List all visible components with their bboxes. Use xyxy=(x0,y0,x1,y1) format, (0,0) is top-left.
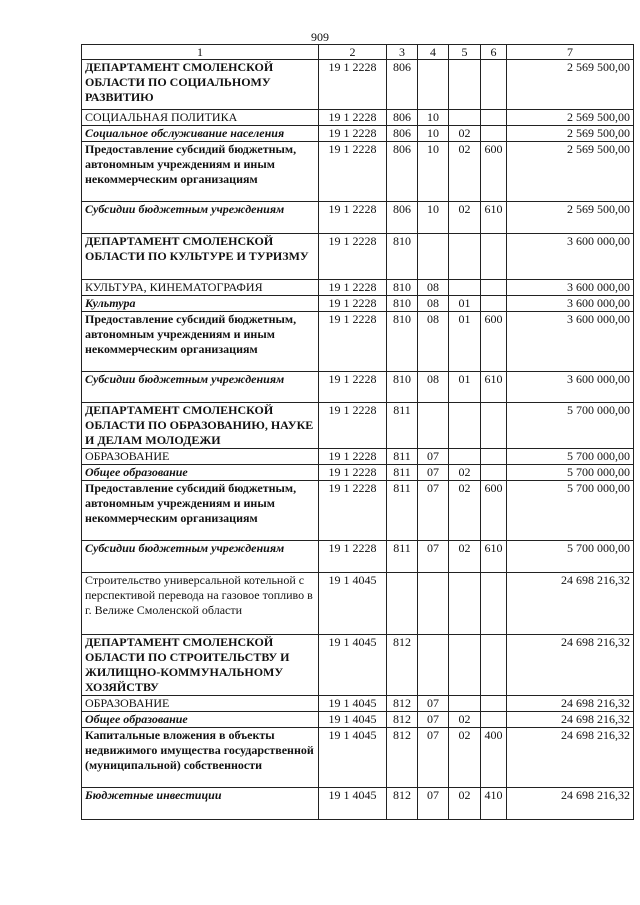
amount-cell: 3 600 000,00 xyxy=(507,372,634,403)
expense-type-cell xyxy=(481,465,507,481)
expense-type-cell xyxy=(481,280,507,296)
table-row xyxy=(82,573,634,635)
table-row xyxy=(82,296,634,312)
expense-type-cell: 400 xyxy=(481,728,507,788)
target-article-cell: 19 1 2228 xyxy=(319,312,387,372)
amount-cell: 3 600 000,00 xyxy=(507,296,634,312)
section-cell xyxy=(418,573,449,635)
expense-type-cell: 600 xyxy=(481,142,507,202)
table-row xyxy=(82,541,634,573)
section-cell: 10 xyxy=(418,142,449,202)
subsection-cell: 02 xyxy=(449,465,481,481)
department-code-cell: 806 xyxy=(387,60,418,110)
row-name-cell: Строительство универсальной котельной с перспективой перевода на газовое топливо в г. Велиже Смоленской области xyxy=(82,573,319,635)
table-row xyxy=(82,312,634,372)
target-article-cell: 19 1 4045 xyxy=(319,696,387,712)
subsection-cell: 02 xyxy=(449,481,481,541)
expense-type-cell: 600 xyxy=(481,312,507,372)
table-row xyxy=(82,449,634,465)
amount-cell: 3 600 000,00 xyxy=(507,312,634,372)
header-row xyxy=(82,45,634,60)
section-cell xyxy=(418,60,449,110)
section-cell: 10 xyxy=(418,110,449,126)
expense-type-cell xyxy=(481,712,507,728)
target-article-cell: 19 1 2228 xyxy=(319,296,387,312)
subsection-cell: 01 xyxy=(449,296,481,312)
expense-type-cell xyxy=(481,296,507,312)
subsection-cell: 02 xyxy=(449,788,481,820)
amount-cell: 24 698 216,32 xyxy=(507,728,634,788)
table-row xyxy=(82,728,634,788)
target-article-cell: 19 1 2228 xyxy=(319,449,387,465)
table-row xyxy=(82,110,634,126)
department-code-cell: 812 xyxy=(387,712,418,728)
section-cell xyxy=(418,635,449,696)
subsection-cell: 01 xyxy=(449,372,481,403)
table-row xyxy=(82,788,634,820)
table-row xyxy=(82,142,634,202)
expense-type-cell: 600 xyxy=(481,481,507,541)
row-name-cell: ДЕПАРТАМЕНТ СМОЛЕНСКОЙ ОБЛАСТИ ПО КУЛЬТУРЕ И ТУРИЗМУ xyxy=(82,234,319,280)
row-name-cell: Общее образование xyxy=(82,465,319,481)
section-cell: 07 xyxy=(418,481,449,541)
column-header: 1 xyxy=(82,45,319,60)
expense-type-cell: 410 xyxy=(481,788,507,820)
column-header: 5 xyxy=(449,45,481,60)
section-cell: 10 xyxy=(418,202,449,234)
target-article-cell: 19 1 2228 xyxy=(319,126,387,142)
amount-cell: 24 698 216,32 xyxy=(507,635,634,696)
table-row xyxy=(82,280,634,296)
department-code-cell: 811 xyxy=(387,541,418,573)
subsection-cell xyxy=(449,449,481,465)
target-article-cell: 19 1 2228 xyxy=(319,202,387,234)
section-cell xyxy=(418,403,449,449)
department-code-cell: 810 xyxy=(387,312,418,372)
department-code-cell: 806 xyxy=(387,142,418,202)
amount-cell: 24 698 216,32 xyxy=(507,712,634,728)
row-name-cell: ДЕПАРТАМЕНТ СМОЛЕНСКОЙ ОБЛАСТИ ПО СТРОИТЕЛЬСТВУ И ЖИЛИЩНО-КОММУНАЛЬНОМУ ХОЗЯЙСТВУ xyxy=(82,635,319,696)
row-name-cell: Социальное обслуживание населения xyxy=(82,126,319,142)
department-code-cell: 812 xyxy=(387,788,418,820)
column-header: 3 xyxy=(387,45,418,60)
amount-cell: 24 698 216,32 xyxy=(507,696,634,712)
row-name-cell: Предоставление субсидий бюджетным, автономным учреждениям и иным некоммерческим организациям xyxy=(82,481,319,541)
subsection-cell: 02 xyxy=(449,202,481,234)
row-name-cell: Культура xyxy=(82,296,319,312)
expense-type-cell xyxy=(481,126,507,142)
target-article-cell: 19 1 4045 xyxy=(319,573,387,635)
amount-cell: 5 700 000,00 xyxy=(507,403,634,449)
department-code-cell xyxy=(387,573,418,635)
department-code-cell: 810 xyxy=(387,296,418,312)
subsection-cell xyxy=(449,280,481,296)
target-article-cell: 19 1 2228 xyxy=(319,465,387,481)
amount-cell: 2 569 500,00 xyxy=(507,142,634,202)
table-row xyxy=(82,234,634,280)
table-row xyxy=(82,372,634,403)
budget-table xyxy=(81,44,634,820)
row-name-cell: ОБРАЗОВАНИЕ xyxy=(82,696,319,712)
table-row xyxy=(82,465,634,481)
row-name-cell: ДЕПАРТАМЕНТ СМОЛЕНСКОЙ ОБЛАСТИ ПО ОБРАЗОВАНИЮ, НАУКЕ И ДЕЛАМ МОЛОДЕЖИ xyxy=(82,403,319,449)
subsection-cell: 02 xyxy=(449,126,481,142)
department-code-cell: 806 xyxy=(387,202,418,234)
section-cell: 08 xyxy=(418,372,449,403)
department-code-cell: 812 xyxy=(387,635,418,696)
target-article-cell: 19 1 2228 xyxy=(319,142,387,202)
department-code-cell: 806 xyxy=(387,110,418,126)
amount-cell: 2 569 500,00 xyxy=(507,126,634,142)
amount-cell: 24 698 216,32 xyxy=(507,573,634,635)
section-cell: 07 xyxy=(418,788,449,820)
page-number: 909 xyxy=(311,30,329,44)
department-code-cell: 810 xyxy=(387,234,418,280)
subsection-cell xyxy=(449,60,481,110)
target-article-cell: 19 1 4045 xyxy=(319,788,387,820)
expense-type-cell: 610 xyxy=(481,372,507,403)
table-row xyxy=(82,60,634,110)
section-cell: 07 xyxy=(418,712,449,728)
subsection-cell: 02 xyxy=(449,712,481,728)
row-name-cell: Субсидии бюджетным учреждениям xyxy=(82,541,319,573)
row-name-cell: СОЦИАЛЬНАЯ ПОЛИТИКА xyxy=(82,110,319,126)
section-cell: 07 xyxy=(418,728,449,788)
subsection-cell xyxy=(449,110,481,126)
department-code-cell: 810 xyxy=(387,372,418,403)
row-name-cell: ОБРАЗОВАНИЕ xyxy=(82,449,319,465)
row-name-cell: Субсидии бюджетным учреждениям xyxy=(82,372,319,403)
subsection-cell xyxy=(449,234,481,280)
target-article-cell: 19 1 2228 xyxy=(319,110,387,126)
subsection-cell xyxy=(449,635,481,696)
target-article-cell: 19 1 2228 xyxy=(319,60,387,110)
target-article-cell: 19 1 4045 xyxy=(319,712,387,728)
department-code-cell: 811 xyxy=(387,403,418,449)
section-cell: 08 xyxy=(418,312,449,372)
row-name-cell: Общее образование xyxy=(82,712,319,728)
department-code-cell: 806 xyxy=(387,126,418,142)
amount-cell: 3 600 000,00 xyxy=(507,234,634,280)
amount-cell: 5 700 000,00 xyxy=(507,541,634,573)
target-article-cell: 19 1 4045 xyxy=(319,728,387,788)
subsection-cell: 02 xyxy=(449,728,481,788)
row-name-cell: Предоставление субсидий бюджетным, автономным учреждениям и иным некоммерческим организациям xyxy=(82,312,319,372)
amount-cell: 3 600 000,00 xyxy=(507,280,634,296)
table-row xyxy=(82,403,634,449)
row-name-cell: Бюджетные инвестиции xyxy=(82,788,319,820)
amount-cell: 24 698 216,32 xyxy=(507,788,634,820)
table-row xyxy=(82,126,634,142)
target-article-cell: 19 1 2228 xyxy=(319,481,387,541)
row-name-cell: Капитальные вложения в объекты недвижимого имущества государственной (муниципальной) собственности xyxy=(82,728,319,788)
table-row xyxy=(82,635,634,696)
subsection-cell xyxy=(449,696,481,712)
section-cell: 10 xyxy=(418,126,449,142)
row-name-cell: Предоставление субсидий бюджетным, автономным учреждениям и иным некоммерческим организациям xyxy=(82,142,319,202)
table-row xyxy=(82,202,634,234)
department-code-cell: 812 xyxy=(387,728,418,788)
section-cell: 07 xyxy=(418,541,449,573)
target-article-cell: 19 1 2228 xyxy=(319,372,387,403)
subsection-cell: 02 xyxy=(449,541,481,573)
department-code-cell: 810 xyxy=(387,280,418,296)
amount-cell: 2 569 500,00 xyxy=(507,110,634,126)
expense-type-cell: 610 xyxy=(481,202,507,234)
row-name-cell: КУЛЬТУРА, КИНЕМАТОГРАФИЯ xyxy=(82,280,319,296)
section-cell: 07 xyxy=(418,449,449,465)
expense-type-cell xyxy=(481,234,507,280)
column-header: 6 xyxy=(481,45,507,60)
amount-cell: 2 569 500,00 xyxy=(507,202,634,234)
expense-type-cell xyxy=(481,60,507,110)
department-code-cell: 811 xyxy=(387,449,418,465)
expense-type-cell xyxy=(481,449,507,465)
section-cell: 08 xyxy=(418,280,449,296)
expense-type-cell xyxy=(481,635,507,696)
column-header: 4 xyxy=(418,45,449,60)
table-row xyxy=(82,712,634,728)
department-code-cell: 811 xyxy=(387,481,418,541)
subsection-cell: 01 xyxy=(449,312,481,372)
expense-type-cell: 610 xyxy=(481,541,507,573)
target-article-cell: 19 1 2228 xyxy=(319,403,387,449)
table-body xyxy=(82,60,634,820)
section-cell: 07 xyxy=(418,465,449,481)
amount-cell: 2 569 500,00 xyxy=(507,60,634,110)
column-header: 2 xyxy=(319,45,387,60)
department-code-cell: 811 xyxy=(387,465,418,481)
column-header: 7 xyxy=(507,45,634,60)
target-article-cell: 19 1 2228 xyxy=(319,541,387,573)
table-row xyxy=(82,481,634,541)
amount-cell: 5 700 000,00 xyxy=(507,481,634,541)
target-article-cell: 19 1 2228 xyxy=(319,234,387,280)
amount-cell: 5 700 000,00 xyxy=(507,449,634,465)
target-article-cell: 19 1 4045 xyxy=(319,635,387,696)
expense-type-cell xyxy=(481,110,507,126)
row-name-cell: ДЕПАРТАМЕНТ СМОЛЕНСКОЙ ОБЛАСТИ ПО СОЦИАЛЬНОМУ РАЗВИТИЮ xyxy=(82,60,319,110)
department-code-cell: 812 xyxy=(387,696,418,712)
section-cell: 07 xyxy=(418,696,449,712)
subsection-cell: 02 xyxy=(449,142,481,202)
row-name-cell: Субсидии бюджетным учреждениям xyxy=(82,202,319,234)
target-article-cell: 19 1 2228 xyxy=(319,280,387,296)
amount-cell: 5 700 000,00 xyxy=(507,465,634,481)
expense-type-cell xyxy=(481,573,507,635)
subsection-cell xyxy=(449,403,481,449)
subsection-cell xyxy=(449,573,481,635)
section-cell: 08 xyxy=(418,296,449,312)
expense-type-cell xyxy=(481,403,507,449)
table-row xyxy=(82,696,634,712)
expense-type-cell xyxy=(481,696,507,712)
section-cell xyxy=(418,234,449,280)
